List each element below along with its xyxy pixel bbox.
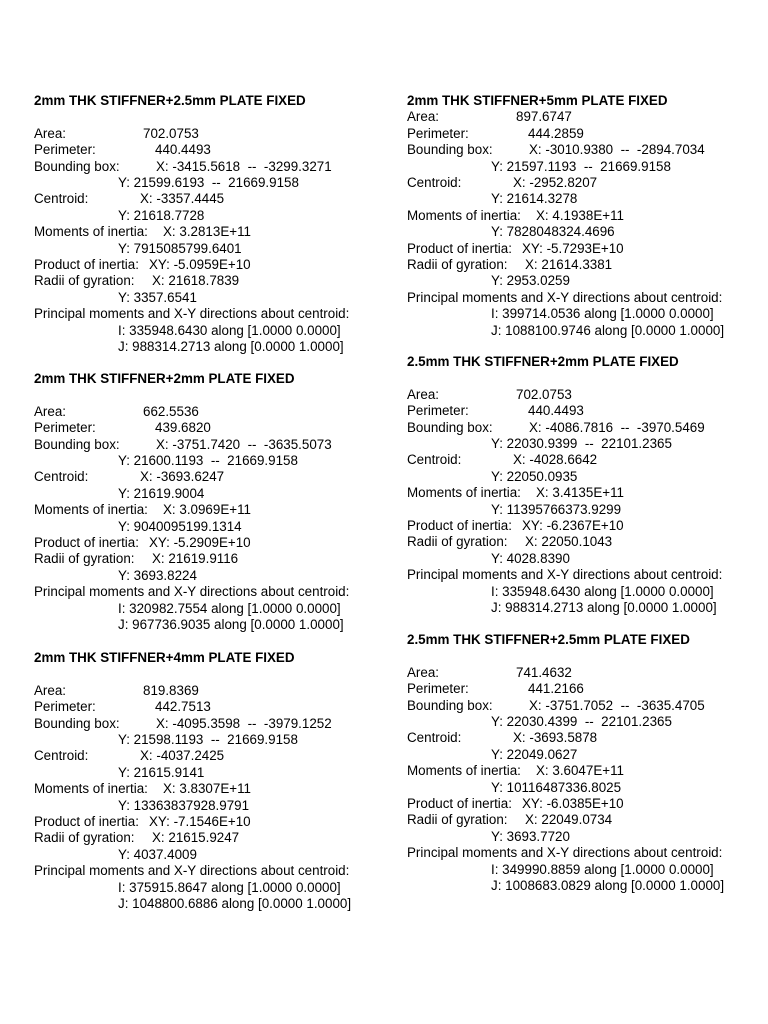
moi-y-value: Y: 7828048324.4696 <box>491 224 615 240</box>
rog-x-value: X: 21614.3381 <box>525 257 613 272</box>
poi-value: XY: -5.0959E+10 <box>149 257 251 272</box>
centroid-x-value: X: -4037.2425 <box>140 748 225 764</box>
area-label: Area: <box>407 664 440 680</box>
pm-label: Principal moments and X-Y directions about centroid: <box>407 289 723 305</box>
moi-x-value: X: 3.6047E+11 <box>536 763 624 779</box>
bbox-x-value: X: -3415.5618 -- -3299.3271 <box>156 158 332 174</box>
perimeter-label: Perimeter: <box>34 420 96 436</box>
rog-x-value: X: 21615.9247 <box>152 830 240 846</box>
section-title: 2.5mm THK STIFFNER+2.5mm PLATE FIXED <box>407 632 690 647</box>
pm-label: Principal moments and X-Y directions about centroid: <box>34 584 350 600</box>
rog-y-value: Y: 4028.8390 <box>491 550 570 566</box>
bbox-y-value: Y: 21600.1193 -- 21669.9158 <box>118 453 298 468</box>
poi-label: Product of inertia: <box>34 535 139 550</box>
rog-label: Radii of gyration: <box>407 812 508 828</box>
centroid-label: Centroid: <box>34 748 89 764</box>
moi-x-value: X: 3.2813E+11 <box>163 224 251 240</box>
centroid-label: Centroid: <box>407 452 462 468</box>
centroid-x-value: X: -3693.5878 <box>513 730 598 746</box>
perimeter-value: 440.4493 <box>528 403 584 419</box>
moi-label: Moments of inertia: <box>407 763 521 779</box>
perimeter-label: Perimeter: <box>34 699 96 715</box>
area-label: Area: <box>407 386 440 402</box>
moi-x-value: X: 3.0969E+11 <box>163 502 251 518</box>
centroid-x-value: X: -3693.6247 <box>140 469 225 485</box>
bbox-label: Bounding box: <box>407 142 493 158</box>
poi-value: XY: -6.2367E+10 <box>522 518 624 533</box>
centroid-x-value: X: -2952.8207 <box>513 175 598 190</box>
moi-y-value: Y: 11395766373.9299 <box>491 501 622 517</box>
centroid-x-value: X: -4028.6642 <box>513 452 598 468</box>
section-title: 2mm THK STIFFNER+5mm PLATE FIXED <box>407 93 668 108</box>
centroid-label: Centroid: <box>407 175 462 190</box>
rog-x-value: X: 21618.7839 <box>152 273 240 289</box>
rog-x-value: X: 21619.9116 <box>152 551 239 567</box>
perimeter-value: 444.2859 <box>528 125 584 141</box>
centroid-y-value: Y: 21614.3278 <box>491 191 578 207</box>
pm-j-value: J: 1088100.9746 along [0.0000 1.0000] <box>491 322 725 338</box>
centroid-label: Centroid: <box>407 730 462 746</box>
rog-label: Radii of gyration: <box>34 273 135 289</box>
bbox-label: Bounding box: <box>407 697 493 713</box>
bbox-y-value: Y: 21599.6193 -- 21669.9158 <box>118 175 299 190</box>
perimeter-label: Perimeter: <box>407 125 469 141</box>
moi-label: Moments of inertia: <box>34 502 148 518</box>
bbox-y-value: Y: 21598.1193 -- 21669.9158 <box>118 732 298 747</box>
perimeter-value: 440.4493 <box>155 142 211 158</box>
bbox-x-value: X: -3751.7420 -- -3635.5073 <box>156 436 332 452</box>
pm-j-value: J: 1008683.0829 along [0.0000 1.0000] <box>491 878 725 893</box>
poi-value: XY: -6.0385E+10 <box>522 796 624 811</box>
pm-i-value: I: 349990.8859 along [1.0000 0.0000] <box>491 861 714 877</box>
centroid-x-value: X: -3357.4445 <box>140 191 225 207</box>
centroid-y-value: Y: 21619.9004 <box>118 485 205 501</box>
bbox-label: Bounding box: <box>34 158 120 174</box>
pm-j-value: J: 967736.9035 along [0.0000 1.0000] <box>118 617 344 632</box>
section-title: 2mm THK STIFFNER+2mm PLATE FIXED <box>34 371 295 386</box>
bbox-x-value: X: -3010.9380 -- -2894.7034 <box>529 142 705 158</box>
bbox-y-value: Y: 22030.9399 -- 22101.2365 <box>491 436 672 451</box>
section-title: 2.5mm THK STIFFNER+2mm PLATE FIXED <box>407 354 679 369</box>
bbox-y-value: Y: 21597.1193 -- 21669.9158 <box>491 158 671 174</box>
poi-label: Product of inertia: <box>407 240 512 256</box>
bbox-x-value: X: -3751.7052 -- -3635.4705 <box>529 697 705 713</box>
moi-x-value: X: 3.4135E+11 <box>536 485 624 501</box>
moi-y-value: Y: 10116487336.8025 <box>491 779 622 795</box>
poi-label: Product of inertia: <box>407 518 512 533</box>
area-value: 702.0753 <box>143 125 199 141</box>
pm-i-value: I: 335948.6430 along [1.0000 0.0000] <box>118 322 341 338</box>
moi-y-value: Y: 9040095199.1314 <box>118 518 242 534</box>
area-value: 741.4632 <box>516 664 572 680</box>
bbox-x-value: X: -4095.3598 -- -3979.1252 <box>156 715 332 731</box>
perimeter-value: 442.7513 <box>155 699 211 715</box>
poi-label: Product of inertia: <box>34 257 139 272</box>
bbox-x-value: X: -4086.7816 -- -3970.5469 <box>529 419 705 435</box>
centroid-y-value: Y: 22050.0935 <box>491 468 578 484</box>
perimeter-label: Perimeter: <box>34 142 96 158</box>
bbox-y-value: Y: 22030.4399 -- 22101.2365 <box>491 714 672 729</box>
rog-label: Radii of gyration: <box>34 830 135 846</box>
bbox-label: Bounding box: <box>34 436 120 452</box>
area-value: 897.6747 <box>516 109 572 125</box>
bbox-label: Bounding box: <box>34 715 120 731</box>
moi-y-value: Y: 7915085799.6401 <box>118 240 242 256</box>
rog-x-value: X: 22050.1043 <box>525 534 613 550</box>
poi-label: Product of inertia: <box>34 814 139 829</box>
poi-label: Product of inertia: <box>407 796 512 811</box>
centroid-label: Centroid: <box>34 191 89 207</box>
area-label: Area: <box>34 403 67 419</box>
centroid-y-value: Y: 21618.7728 <box>118 207 205 223</box>
moi-label: Moments of inertia: <box>407 207 521 223</box>
area-label: Area: <box>34 682 67 698</box>
rog-y-value: Y: 3693.8224 <box>118 567 197 583</box>
section-title: 2mm THK STIFFNER+2.5mm PLATE FIXED <box>34 93 306 108</box>
poi-value: XY: -5.2909E+10 <box>149 535 251 550</box>
rog-label: Radii of gyration: <box>34 551 135 567</box>
moi-label: Moments of inertia: <box>407 485 521 501</box>
poi-value: XY: -5.7293E+10 <box>522 240 624 256</box>
centroid-y-value: Y: 21615.9141 <box>118 764 205 780</box>
pm-label: Principal moments and X-Y directions about centroid: <box>34 306 350 322</box>
pm-i-value: I: 375915.8647 along [1.0000 0.0000] <box>118 879 341 895</box>
perimeter-value: 441.2166 <box>528 681 584 697</box>
pm-j-value: J: 988314.2713 along [0.0000 1.0000] <box>118 339 344 354</box>
rog-y-value: Y: 3693.7720 <box>491 828 570 844</box>
perimeter-label: Perimeter: <box>407 681 469 697</box>
poi-value: XY: -7.1546E+10 <box>149 814 251 829</box>
rog-y-value: Y: 2953.0259 <box>491 273 570 289</box>
area-label: Area: <box>407 109 440 125</box>
pm-j-value: J: 988314.2713 along [0.0000 1.0000] <box>491 600 717 615</box>
moi-x-value: X: 4.1938E+11 <box>536 207 624 223</box>
area-value: 702.0753 <box>516 386 572 402</box>
moi-x-value: X: 3.8307E+11 <box>163 781 251 797</box>
rog-x-value: X: 22049.0734 <box>525 812 613 828</box>
moi-y-value: Y: 13363837928.9791 <box>118 797 250 813</box>
rog-y-value: Y: 4037.4009 <box>118 846 197 862</box>
pm-i-value: I: 399714.0536 along [1.0000 0.0000] <box>491 306 714 322</box>
area-value: 819.8369 <box>143 682 199 698</box>
section-title: 2mm THK STIFFNER+4mm PLATE FIXED <box>34 650 295 665</box>
bbox-label: Bounding box: <box>407 419 493 435</box>
centroid-y-value: Y: 22049.0627 <box>491 746 578 762</box>
pm-label: Principal moments and X-Y directions about centroid: <box>34 863 350 879</box>
pm-label: Principal moments and X-Y directions about centroid: <box>407 845 723 861</box>
perimeter-label: Perimeter: <box>407 403 469 419</box>
rog-label: Radii of gyration: <box>407 534 508 550</box>
pm-i-value: I: 320982.7554 along [1.0000 0.0000] <box>118 600 341 616</box>
rog-y-value: Y: 3357.6541 <box>118 289 197 305</box>
moi-label: Moments of inertia: <box>34 781 148 797</box>
perimeter-value: 439.6820 <box>155 420 211 436</box>
area-value: 662.5536 <box>143 403 199 419</box>
rog-label: Radii of gyration: <box>407 257 508 272</box>
area-label: Area: <box>34 125 67 141</box>
pm-label: Principal moments and X-Y directions about centroid: <box>407 567 723 583</box>
pm-i-value: I: 335948.6430 along [1.0000 0.0000] <box>491 583 714 599</box>
pm-j-value: J: 1048800.6886 along [0.0000 1.0000] <box>118 896 352 911</box>
moi-label: Moments of inertia: <box>34 224 148 240</box>
centroid-label: Centroid: <box>34 469 89 485</box>
